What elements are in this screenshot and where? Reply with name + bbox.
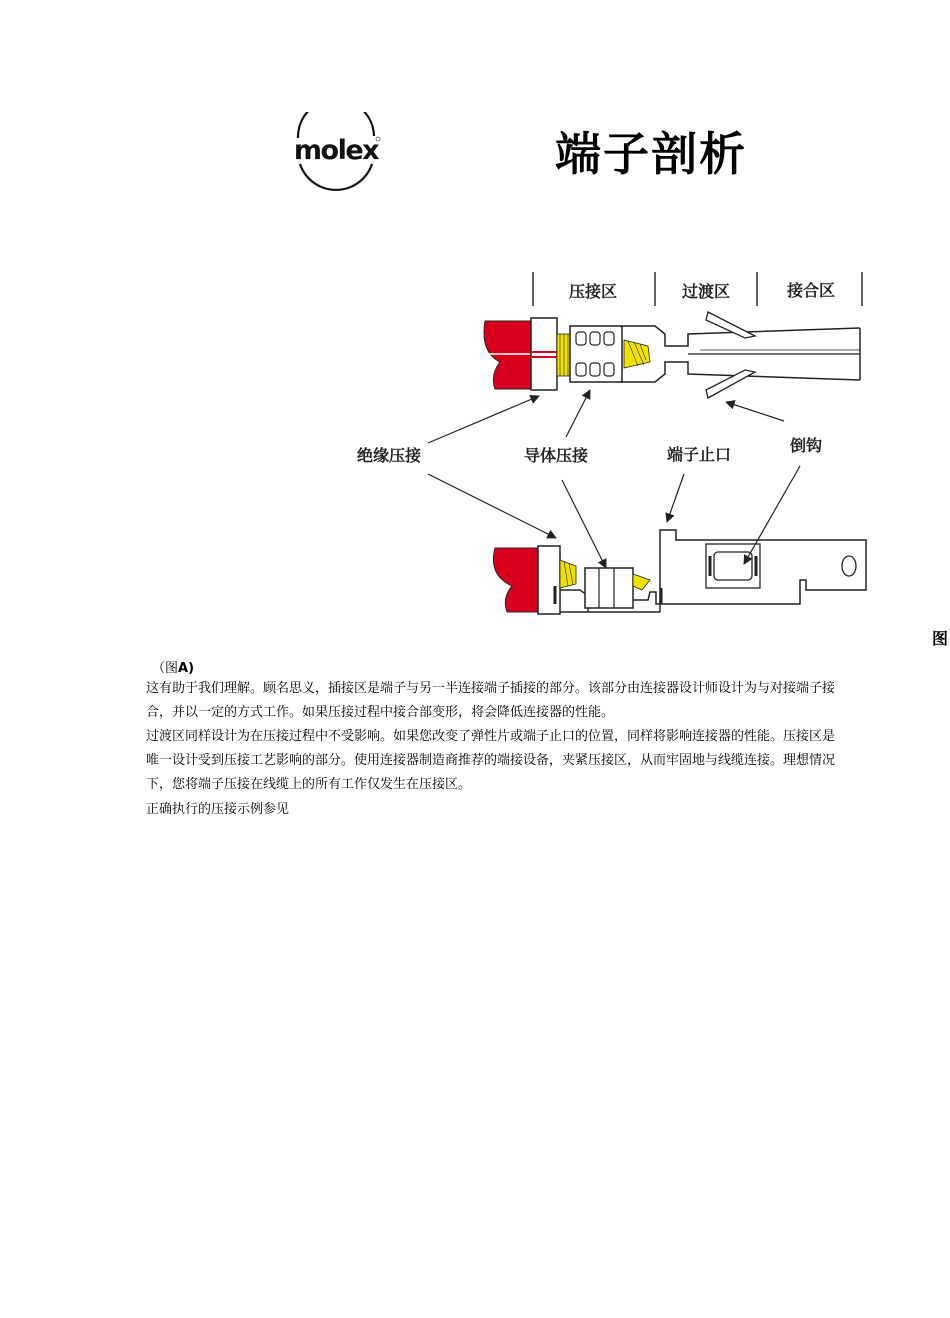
page-title: 端子剖析 <box>555 127 747 181</box>
zone-label-crimp: 压接区 <box>568 282 618 301</box>
zone-label-transition: 过渡区 <box>681 282 731 301</box>
logo-wordmark: molex <box>293 135 379 166</box>
body-paragraph-mating-zone: 这有助于我们理解。顾名思义，插接区是端子与另一半连接端子插接的部分。该部分由连接器设计师设计为与对接端子接合，并以一定的方式工作。如果压接过程中接合部变形，将会降低连接器的性能。 <box>146 681 836 720</box>
zone-label-mating: 接合区 <box>786 281 836 300</box>
callout-arrows <box>428 390 800 568</box>
conductor-crimp-side <box>585 568 633 608</box>
body-paragraph-crimp-example: 正确执行的压接示例参见 <box>146 802 290 817</box>
figure-caption <box>152 657 194 676</box>
molex-logo <box>286 112 386 192</box>
contact-hole-side <box>842 556 856 576</box>
callout-conductor-crimp: 导体压接 <box>523 446 589 465</box>
barb-side <box>714 552 752 580</box>
terminal-side-view <box>493 530 866 614</box>
logo-arc-bottom <box>300 164 372 190</box>
insulation-crimp-band-top <box>531 318 557 390</box>
callout-insulation-crimp: 绝缘压接 <box>356 446 422 465</box>
figure-caption-id: A) <box>178 661 195 676</box>
figure-caption-open: （图 <box>152 661 179 676</box>
callout-terminal-stop: 端子止口 <box>666 445 732 464</box>
terminal-top-view <box>484 312 860 398</box>
terminal-body-side <box>633 530 866 604</box>
wire-insulation-top <box>484 321 535 389</box>
figure-label-side: 图 <box>932 629 949 648</box>
transition-neck-side <box>560 590 588 612</box>
body-paragraph-transition-zone: 过渡区同样设计为在压接过程中不受影响。如果您改变了弹性片或端子止口的位置，同样将影响连接器的性能。压接区是唯一设计受到压接工艺影响的部分。使用连接器制造商推荐的端接设备，夹紧压接区，从而牢固地与线缆连接。理想情况下，您将端子压接在线缆上的所有工作仅发生在压接区。 <box>146 729 836 792</box>
callout-barb: 倒钩 <box>789 436 823 455</box>
wire-insulation-side <box>493 548 540 612</box>
conductor-strands-side <box>560 560 576 588</box>
barb-upper-top <box>706 312 755 338</box>
insulation-crimp-side <box>538 546 560 614</box>
terminal-anatomy-diagram <box>340 265 880 625</box>
conductor-strand-ends-side <box>633 574 650 590</box>
